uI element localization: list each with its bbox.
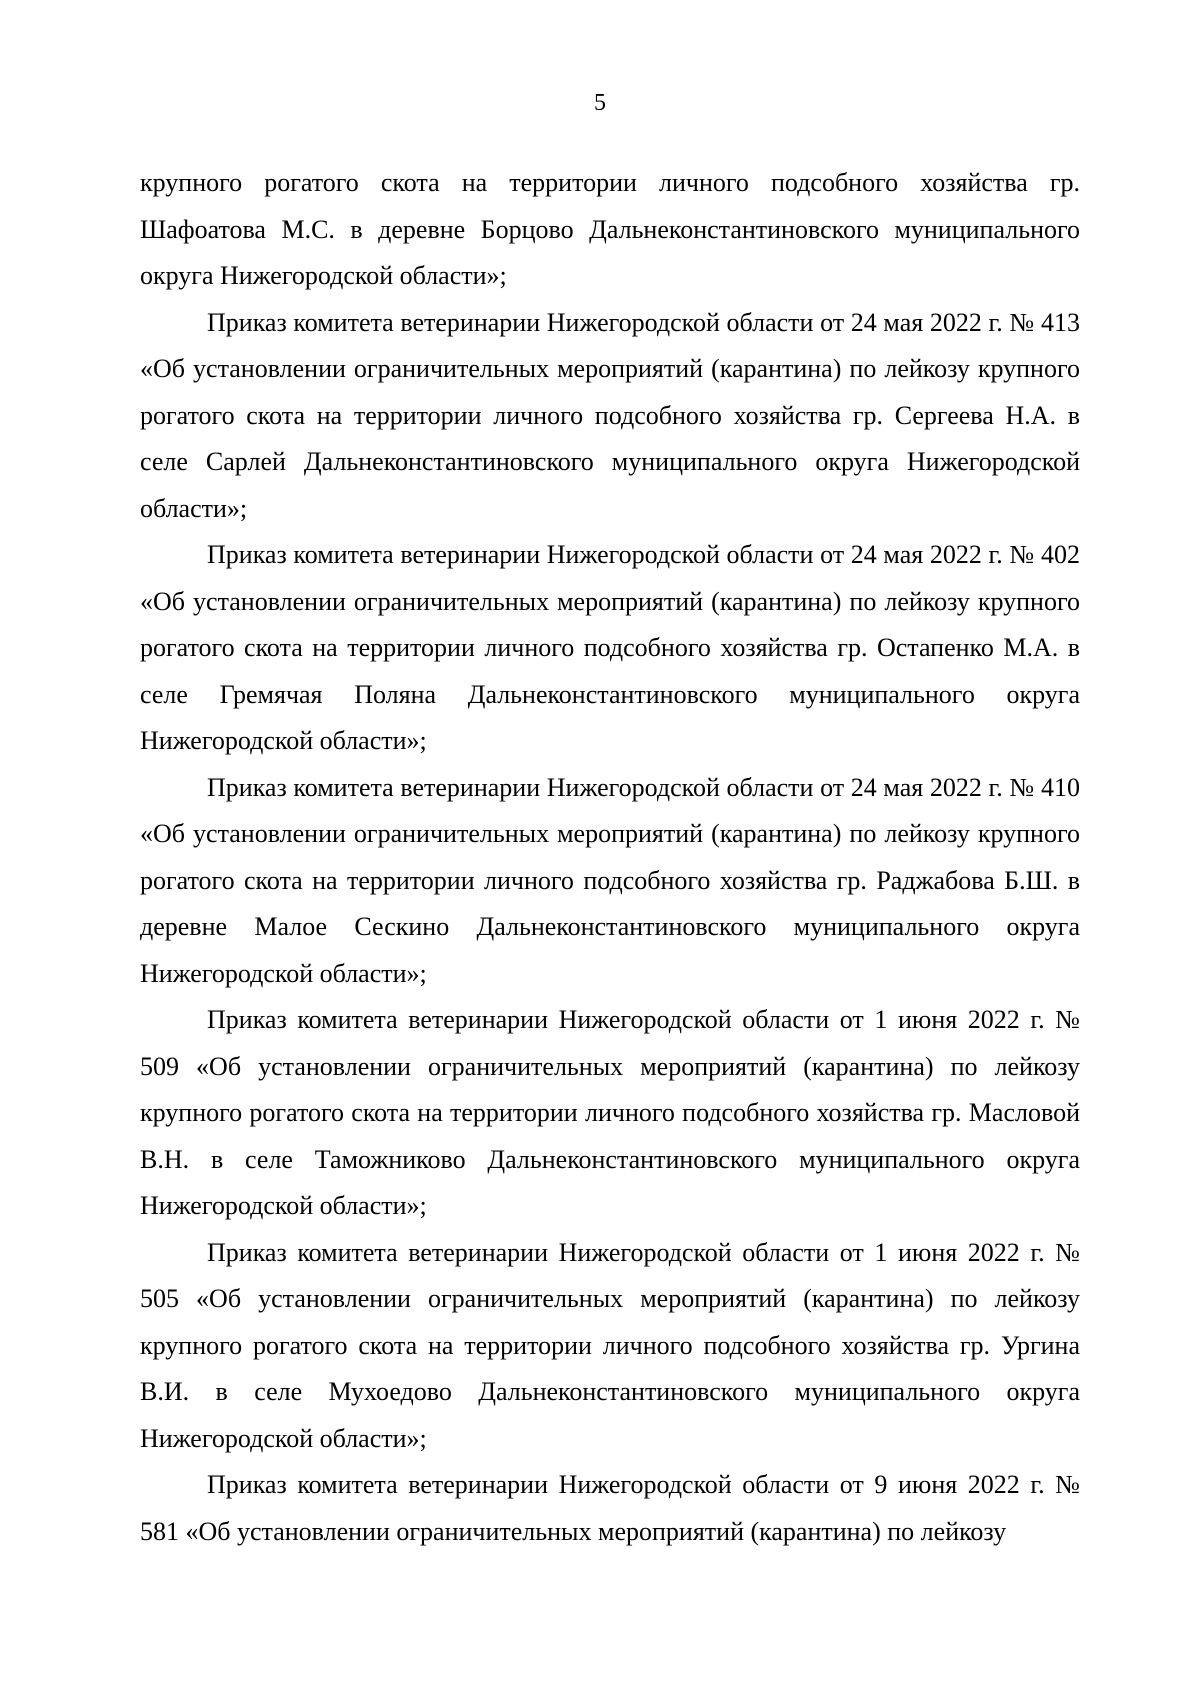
paragraph-continuation: крупного рогатого скота на территории личного подсобного хозяйства гр. Шафоатова М.С. в деревне Борцово Дальнеконстантиновского муниципального округа Нижегородской области»; — [140, 168, 1080, 290]
paragraph-order-402: Приказ комитета ветеринарии Нижегородской области от 24 мая 2022 г. № 402 «Об установлении ограничительных мероприятий (карантина) по лейкозу крупного рогатого скота на территории личного подсобного хозяйства гр. Остапенко М.А. в селе Гремячая Поляна Дальнеконстантиновского муниципального округа Нижегородской области»; — [140, 540, 1080, 755]
document-body — [140, 160, 1080, 1555]
paragraph-order-410: Приказ комитета ветеринарии Нижегородской области от 24 мая 2022 г. № 410 «Об установлении ограничительных мероприятий (карантина) по лейкозу крупного рогатого скота на территории личного подсобного хозяйства гр. Раджабова Б.Ш. в деревне Малое Сескино Дальнеконстантиновского муниципального округа Нижегородской области»; — [140, 772, 1080, 988]
paragraph-order-509: Приказ комитета ветеринарии Нижегородской области от 1 июня 2022 г. № 509 «Об установлении ограничительных мероприятий (карантина) по лейкозу крупного рогатого скота на территории личного подсобного хозяйства гр. Масловой В.Н. в селе Таможниково Дальнеконстантиновского муниципального округа Нижегородской области»; — [140, 1005, 1080, 1220]
page-number: 5 — [594, 90, 606, 116]
paragraph-order-581: Приказ комитета ветеринарии Нижегородской области от 9 июня 2022 г. № 581 «Об установлении ограничительных мероприятий (карантина) по лейкозу — [140, 1470, 1080, 1546]
paragraph-order-413: Приказ комитета ветеринарии Нижегородской области от 24 мая 2022 г. № 413 «Об установлении ограничительных мероприятий (карантина) по лейкозу крупного рогатого скота на территории личного подсобного хозяйства гр. Сергеева Н.А. в селе Сарлей Дальнеконстантиновского муниципального округа Нижегородской области»; — [140, 307, 1080, 523]
paragraph-order-505: Приказ комитета ветеринарии Нижегородской области от 1 июня 2022 г. № 505 «Об установлении ограничительных мероприятий (карантина) по лейкозу крупного рогатого скота на территории личного подсобного хозяйства гр. Ургина В.И. в селе Мухоедово Дальнеконстантиновского муниципального округа Нижегородской области»; — [140, 1237, 1080, 1453]
